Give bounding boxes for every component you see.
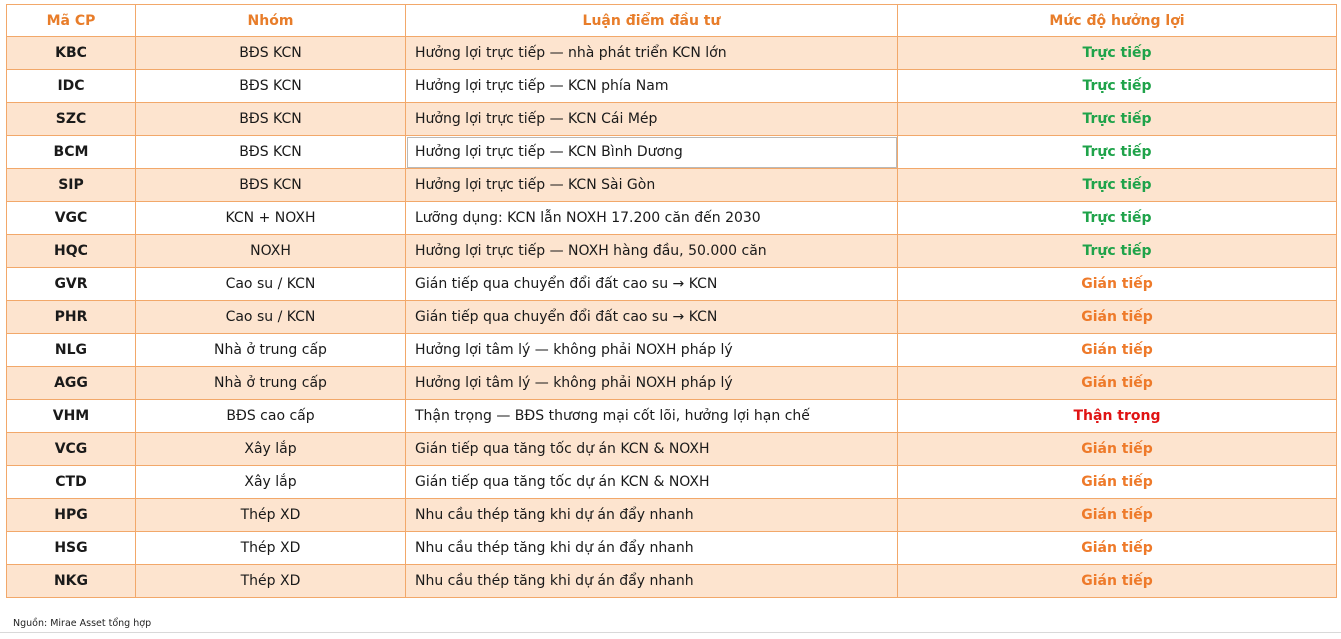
cell-level: Trực tiếp (898, 136, 1337, 169)
header-thesis: Luận điểm đầu tư (406, 5, 898, 37)
table-row (7, 400, 1337, 433)
table-row (7, 235, 1337, 268)
cell-code: AGG (7, 367, 136, 400)
cell-thesis: Hưởng lợi trực tiếp — KCN phía Nam (406, 70, 898, 103)
cell-thesis: Hưởng lợi tâm lý — không phải NOXH pháp lý (406, 367, 898, 400)
cell-thesis: Hưởng lợi trực tiếp — NOXH hàng đầu, 50.000 căn (406, 235, 898, 268)
table-body (7, 37, 1337, 598)
cell-group: Cao su / KCN (136, 301, 406, 334)
header-level: Mức độ hưởng lợi (898, 5, 1337, 37)
cell-level: Gián tiếp (898, 433, 1337, 466)
cell-level: Trực tiếp (898, 202, 1337, 235)
table-row (7, 565, 1337, 598)
header-group: Nhóm (136, 5, 406, 37)
table-row (7, 466, 1337, 499)
cell-level: Gián tiếp (898, 532, 1337, 565)
cell-thesis: Hưởng lợi trực tiếp — KCN Sài Gòn (406, 169, 898, 202)
table-row (7, 70, 1337, 103)
cell-level: Gián tiếp (898, 334, 1337, 367)
table-row (7, 136, 1337, 169)
table-row (7, 532, 1337, 565)
cell-thesis: Hưởng lợi trực tiếp — KCN Cái Mép (406, 103, 898, 136)
cell-code: SIP (7, 169, 136, 202)
cell-code: NKG (7, 565, 136, 598)
cell-code: IDC (7, 70, 136, 103)
cell-group: Xây lắp (136, 466, 406, 499)
cell-level: Trực tiếp (898, 235, 1337, 268)
cell-thesis: Hưởng lợi tâm lý — không phải NOXH pháp lý (406, 334, 898, 367)
cell-thesis: Lưỡng dụng: KCN lẫn NOXH 17.200 căn đến 2030 (406, 202, 898, 235)
cell-group: KCN + NOXH (136, 202, 406, 235)
cell-level: Gián tiếp (898, 268, 1337, 301)
cell-code: HQC (7, 235, 136, 268)
cell-code: NLG (7, 334, 136, 367)
cell-thesis: Nhu cầu thép tăng khi dự án đẩy nhanh (406, 565, 898, 598)
cell-group: NOXH (136, 235, 406, 268)
cell-level: Trực tiếp (898, 37, 1337, 70)
table-row (7, 433, 1337, 466)
cell-group: BĐS KCN (136, 103, 406, 136)
table-row (7, 334, 1337, 367)
cell-code: SZC (7, 103, 136, 136)
cell-group: Nhà ở trung cấp (136, 334, 406, 367)
table-header-row (7, 5, 1337, 37)
bottom-divider (0, 632, 1341, 633)
cell-level: Trực tiếp (898, 169, 1337, 202)
cell-thesis: Nhu cầu thép tăng khi dự án đẩy nhanh (406, 499, 898, 532)
cell-code: CTD (7, 466, 136, 499)
cell-group: BĐS KCN (136, 136, 406, 169)
source-note: Nguồn: Mirae Asset tổng hợp (13, 618, 152, 629)
table-row (7, 169, 1337, 202)
cell-group: Thép XD (136, 532, 406, 565)
cell-level: Gián tiếp (898, 301, 1337, 334)
cell-thesis: Gián tiếp qua chuyển đổi đất cao su → KCN (406, 268, 898, 301)
table-row (7, 301, 1337, 334)
cell-group: BĐS KCN (136, 70, 406, 103)
cell-thesis: Thận trọng — BĐS thương mại cốt lõi, hưởng lợi hạn chế (406, 400, 898, 433)
cell-level: Trực tiếp (898, 70, 1337, 103)
cell-group: BĐS KCN (136, 37, 406, 70)
cell-group: Cao su / KCN (136, 268, 406, 301)
header-code: Mã CP (7, 5, 136, 37)
cell-thesis: Nhu cầu thép tăng khi dự án đẩy nhanh (406, 532, 898, 565)
cell-level: Trực tiếp (898, 103, 1337, 136)
cell-code: PHR (7, 301, 136, 334)
cell-code: VCG (7, 433, 136, 466)
cell-thesis: Gián tiếp qua tăng tốc dự án KCN & NOXH (406, 433, 898, 466)
cell-level: Thận trọng (898, 400, 1337, 433)
cell-code: VGC (7, 202, 136, 235)
cell-thesis: Hưởng lợi trực tiếp — nhà phát triển KCN lớn (406, 37, 898, 70)
stock-table (6, 4, 1337, 598)
cell-code: HSG (7, 532, 136, 565)
cell-code: VHM (7, 400, 136, 433)
cell-code: KBC (7, 37, 136, 70)
cell-group: Thép XD (136, 565, 406, 598)
table-row (7, 37, 1337, 70)
cell-thesis: Gián tiếp qua tăng tốc dự án KCN & NOXH (406, 466, 898, 499)
cell-level: Gián tiếp (898, 565, 1337, 598)
cell-code: GVR (7, 268, 136, 301)
table-row (7, 103, 1337, 136)
table-row (7, 367, 1337, 400)
stock-table-container (6, 4, 1336, 598)
table-row (7, 268, 1337, 301)
cell-group: Xây lắp (136, 433, 406, 466)
cell-thesis: Hưởng lợi trực tiếp — KCN Bình Dương (406, 136, 898, 169)
cell-level: Gián tiếp (898, 367, 1337, 400)
cell-level: Gián tiếp (898, 499, 1337, 532)
cell-group: BĐS KCN (136, 169, 406, 202)
cell-group: Nhà ở trung cấp (136, 367, 406, 400)
cell-group: Thép XD (136, 499, 406, 532)
table-row (7, 202, 1337, 235)
table-row (7, 499, 1337, 532)
cell-group: BĐS cao cấp (136, 400, 406, 433)
cell-code: BCM (7, 136, 136, 169)
cell-level: Gián tiếp (898, 466, 1337, 499)
cell-thesis: Gián tiếp qua chuyển đổi đất cao su → KCN (406, 301, 898, 334)
cell-code: HPG (7, 499, 136, 532)
